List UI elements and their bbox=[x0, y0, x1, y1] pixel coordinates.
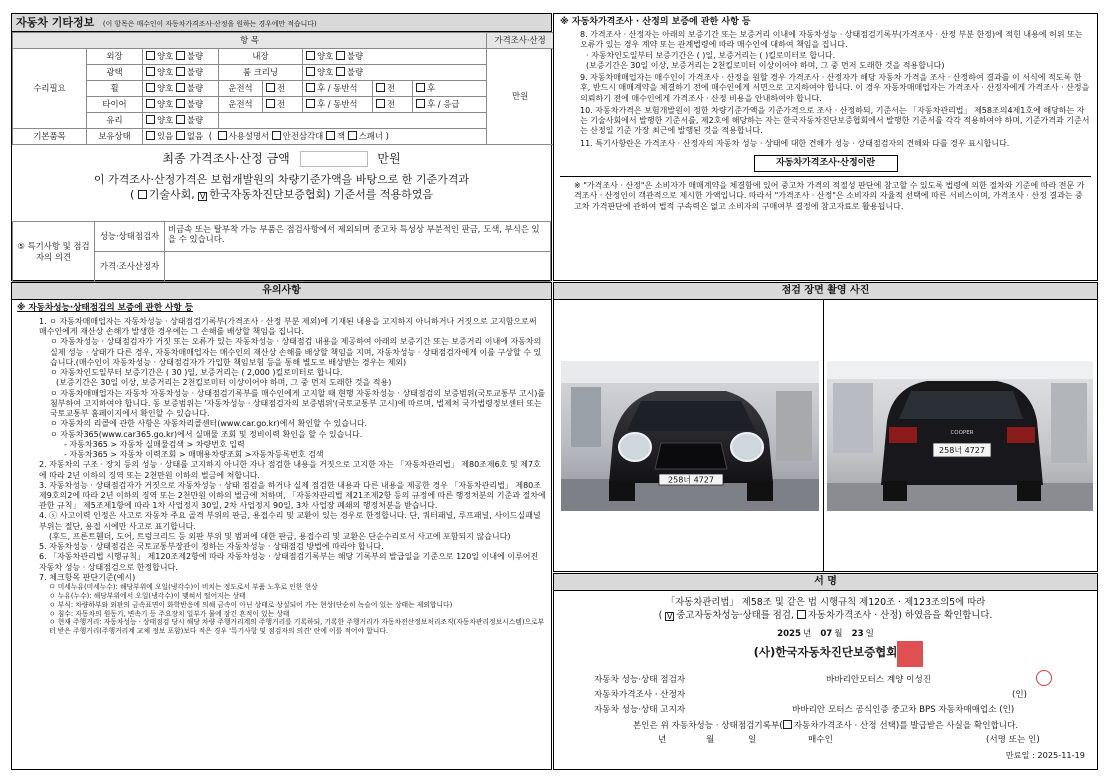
vehicle-other-info-title: 자동차 기타정보 bbox=[16, 16, 95, 29]
wheel-passenger-front: 전 bbox=[373, 81, 413, 97]
price-definition-box: ※ "가격조사 · 산정"은 소비자가 매매계약을 체결함에 있어 중고차 가격의 적절성 판단에 참고할 수 있도록 법령에 의한 절차와 기준에 따라 전문 가격조사 · 산정인이 객관적으로 제시한 가액입니다. 따라서 "가격조사 · 산정"은 소비자의 자율적 선택에 따른 서비스이며, 가격조사 · 산정 결과는 중고차 가격판단에 관하여 법적 구속력은 없고 소비자의 구매여부 결정에 참고자료로 활용됩니다. bbox=[560, 176, 1091, 212]
repair-needed-label: 수리필요 bbox=[13, 49, 87, 129]
front-plate: 258너 4727 bbox=[668, 475, 714, 485]
final-price-label: 최종 가격조사·산정 금액 bbox=[162, 151, 290, 166]
note-7: 7. 체크항목 판단기준(예시) bbox=[39, 572, 136, 582]
basis-line-2: ( 기술사회, V 한국자동차진단보증협회) 기준서를 적용하였음 bbox=[129, 187, 434, 201]
note-7d: ㅇ 침수: 자동차의 원동기, 변속기 등 주요장치 일부가 물에 잠긴 흔적이 있는 상태 bbox=[49, 609, 290, 618]
repair-needed-table bbox=[12, 32, 554, 145]
note-4: 4. ⓢ 사고이력 인정은 사고로 자동차 주요 골격 부위의 판금, 용접수리 및 교환이 있는 경우로 한정합니다. 단, 쿼터패널, 루프패널, 사이드실패널 부위는 절단, 용접 시에만 사고로 표기합니다. bbox=[39, 511, 541, 531]
good-checkbox[interactable] bbox=[146, 51, 155, 60]
price-unit: 만원 bbox=[487, 49, 554, 145]
note-7a: ㅁ 미세누유(미세누수): 해당부위에 오일(냉각수)이 비치는 정도로서 부품 노후로 인한 현상 bbox=[49, 583, 318, 592]
row-room-cleaning-label: 룸 크리닝 bbox=[219, 65, 303, 81]
note-5: 5. 자동차성능 · 상태점검은 국토교통부장관이 정하는 자동차성능 · 상태점검 방법에 따라야 합니다. bbox=[39, 542, 384, 552]
note-1f: ㅇ 자동차의 리콜에 관한 사항은 자동차리콜센터(www.car.go.kr)에서 확인할 수 있습니다. bbox=[50, 419, 368, 429]
front-checkbox[interactable] bbox=[376, 83, 385, 92]
signature-row-buyer: 년 월 일 매수인 (서명 또는 인) bbox=[658, 735, 1040, 745]
row-possession-label: 보유상태 bbox=[87, 129, 143, 145]
price-inspector-label: 가격·조사산정자 bbox=[95, 252, 165, 282]
inspector-opinion: 비금속 또는 탈부착 가능 부품은 점검사항에서 제외되며 중고차 특성상 부분적인 판금, 도색, 부식은 있을 수 있습니다. bbox=[165, 222, 551, 252]
column-price-header: 가격조사·산정 bbox=[487, 33, 554, 49]
engineers-society-checkbox[interactable] bbox=[138, 190, 147, 199]
front-car-photo bbox=[561, 361, 819, 511]
bad-checkbox[interactable] bbox=[176, 51, 185, 60]
signature-panel bbox=[553, 573, 1098, 770]
row-room-cleaning-options: 양호 불량 bbox=[303, 65, 487, 81]
bad-checkbox[interactable] bbox=[176, 67, 185, 76]
notes-band: 유의사항 bbox=[12, 283, 551, 300]
performance-check-checkbox[interactable]: V bbox=[666, 611, 673, 621]
row-interior-options: 양호 불량 bbox=[303, 49, 487, 65]
signature-row-notifier: 자동차 성능·상태 고지자 바바리안 모터스 공식인증 중고차 BPS 자동차매매업소 (인) bbox=[594, 705, 1015, 715]
front-checkbox[interactable] bbox=[266, 99, 275, 108]
item-8: 8. 가격조사 · 산정자는 아래의 보증기간 또는 보증거리 이내에 자동차성능 · 상태점검기록부(가격조사 · 산정 부분 한정)에 적힌 내용에 허위 또는 오류가 있는 경우 계약 또는 관계법령에 따라 매수인에 대하여 책임을 집니다. bbox=[580, 30, 1083, 50]
row-exterior-options: 양호 불량 bbox=[143, 49, 219, 65]
note-1b: ㅇ 자동차성능 · 상태점검자가 거짓 또는 오류가 있는 자동차성능 · 상태점검 내용을 제공하여 아래의 보증기간 또는 보증거리 이내에 자동차의 실제 성능 · 상태가 다른 경우, 자동차매매업자는 매수인의 재산상 손해를 배상할 책임을 지며, 자동차성능 · 상태점검자에게 이를 구상할 수 있습니다.(매수인이 자동차성능 · 상태점검자가 가입한 책임보험 등을 통해 별도로 배상받는 경우는 제외) bbox=[50, 337, 542, 367]
note-2: 2. 자동차의 구조 · 장치 등의 성능 · 상태를 고지하지 아니한 자나 점검한 내용을 거짓으로 고지한 자는 「자동차관리법」 제80조제6호 및 제7호에 따라 2년 이하의 징역 또는 2천만원 이하의 벌금에 처합니다. bbox=[39, 460, 541, 480]
bad-checkbox[interactable] bbox=[336, 51, 345, 60]
inspector-seal-icon bbox=[1036, 670, 1052, 686]
signature-date: 2025 년 07 월 23 일 bbox=[777, 628, 874, 639]
spanner-checkbox[interactable] bbox=[348, 131, 357, 140]
good-checkbox[interactable] bbox=[146, 83, 155, 92]
row-exterior-label: 외장 bbox=[87, 49, 143, 65]
rear-car-icon bbox=[827, 361, 1093, 511]
wheel-driver-label: 운전석 bbox=[219, 81, 263, 97]
note-4b: (후드, 프론트휀더, 도어, 트렁크리드 등 외판 부위 및 범퍼에 대한 판금, 용접수리 및 교환은 단순수리로서 사고에 포함되지 않습니다) bbox=[49, 531, 511, 541]
front-checkbox[interactable] bbox=[376, 99, 385, 108]
bad-checkbox[interactable] bbox=[336, 67, 345, 76]
good-checkbox[interactable] bbox=[146, 67, 155, 76]
tire-driver-rear: 후 / 동반석 bbox=[303, 97, 373, 113]
price-check-checkbox[interactable] bbox=[797, 610, 806, 619]
note-1e: ㅇ 자동차매매업자는 자동차 자동차성능 · 상태점검기록부를 매수인에게 고지할 때 현행 자동차성능 · 상태점검의 보증범위(국토교통부 고시)를 첨부하여 고지하여야 합니다. 동 보증범위는 '자동차성능 · 상태점검자의 보증범위'(국토교통부 고시)에 따르며, 법제처 국가법령정보센터 또는 국토교통부 홈페이지에서 확인할 수 있습니다. bbox=[50, 388, 546, 419]
row-tire-label: 타이어 bbox=[87, 97, 143, 113]
note-7c: ㅇ 부식: 차량하부와 외판의 금속표면이 화학반응에 의해 금속이 아닌 상태로 상실되어 가는 현상(단순히 녹슬어 있는 상태는 제외합니다) bbox=[49, 600, 453, 609]
rear-checkbox[interactable] bbox=[306, 99, 315, 108]
row-wheel-options: 양호 불량 bbox=[143, 81, 219, 97]
note-1g: ㅇ 자동차365(www.car365.go.kr)에서 실매물 조회 및 정비이력 확인을 할 수 있습니다. bbox=[50, 429, 363, 439]
row-interior-label: 내장 bbox=[219, 49, 303, 65]
rear-checkbox[interactable] bbox=[416, 99, 425, 108]
note-6: 6. 「자동차관리법 시행규칙」 제120조제2항에 따라 자동차성능 · 상태점검기록부는 해당 기록부의 발급일을 기준으로 120일 이내에 이루어진 자동차 성능 · 상태점검으로 한정합니다. bbox=[39, 552, 539, 572]
final-price-row bbox=[12, 151, 551, 169]
bad-checkbox[interactable] bbox=[176, 115, 185, 124]
column-item-header: 항 목 bbox=[13, 33, 487, 49]
note-1a: 1. ㅇ 자동차매매업자는 자동차성능 · 상태점검기록부(가격조사 · 산정 부분 제외)에 기재된 내용을 고지하지 아니하거나 거짓으로 고지함으로써 매수인에게 재산상 손해가 발생한 경우에는 그 손해를 배상할 책임을 집니다. bbox=[39, 317, 537, 337]
inspector-label: 성능·상태점검자 bbox=[95, 222, 165, 252]
price-definition-box-title: 자동차가격조사·산정이란 bbox=[754, 155, 898, 172]
wheel-driver-front: 전 bbox=[263, 81, 303, 97]
row-glass-empty bbox=[219, 113, 487, 129]
manual-checkbox[interactable] bbox=[218, 131, 227, 140]
final-price-input[interactable] bbox=[300, 151, 368, 167]
final-price-unit: 만원 bbox=[377, 151, 401, 166]
rear-checkbox[interactable] bbox=[416, 83, 425, 92]
front-car-icon bbox=[561, 361, 819, 511]
signature-row-inspector: 자동차 성능·상태 점검자 바바리안모터스 계양 이성진 bbox=[594, 675, 932, 685]
signature-row-price: 자동차가격조사 · 산정자 (인) bbox=[594, 690, 1028, 700]
signature-band: 서 명 bbox=[554, 574, 1097, 591]
vehicle-other-info-header bbox=[12, 14, 551, 32]
row-glass-options: 양호 불량 bbox=[143, 113, 219, 129]
wheel-driver-rear: 후 / 동반석 bbox=[303, 81, 373, 97]
basic-items-label: 기본품목 bbox=[13, 129, 87, 145]
photos-band: 점검 장면 촬영 사진 bbox=[554, 283, 1097, 300]
note-1d: (보증기간은 30일 이상, 보증거리는 2천킬로미터 이상이어야 하며, 그 중 먼저 도래한 것을 적용) bbox=[56, 378, 392, 388]
notes-title: ※ 자동차성능·상태점검의 보증에 관한 사항 등 bbox=[17, 303, 194, 313]
tire-passenger-front: 전 bbox=[373, 97, 413, 113]
signature-line-1: 「자동차관리법」 제58조 및 같은 법 시행규칙 제120조 · 제123조의5에 따라 bbox=[665, 597, 986, 608]
note-7e: ㅇ 현재 주행거리: 자동차성능 · 상태점검 당시 해당 차량 주행거리계의 주행거리를 기록하되, 기록한 주행거리가 자동차전산정보처리조직(자동차관리정보시스템)으로부터 받은 주행거리(주행거리계 교체 정보 포함)보다 적은 경우 '특기사항 및 점검자의 의견' 란에 이를 적어야 합니다. bbox=[49, 618, 545, 636]
good-checkbox[interactable] bbox=[306, 51, 315, 60]
rear-plate: 258너 4727 bbox=[939, 446, 985, 455]
front-checkbox[interactable] bbox=[266, 83, 275, 92]
tire-driver-label: 운전석 bbox=[219, 97, 263, 113]
signature-line-2: ( V 중고자동차성능·상태를 점검, 자동차가격조사 · 산정) 하였음을 확인합니다. bbox=[658, 609, 993, 621]
association-name: (사)한국자동차진단보증협회 bbox=[753, 645, 898, 660]
good-checkbox[interactable] bbox=[146, 115, 155, 124]
item-8c: (보증기간은 30일 이상, 보증거리는 2천킬로미터 이상이어야 하며, 그 중 먼저 도래한 것을 적용합니다) bbox=[586, 60, 945, 70]
expiry-date: 만료일 : 2025-11-19 bbox=[1005, 750, 1085, 760]
notes-panel bbox=[11, 282, 552, 770]
vehicle-other-info-subtitle: (이 항목은 매수인이 자동차가격조사·산정을 원하는 경우에만 적습니다) bbox=[102, 20, 317, 28]
photos-panel bbox=[553, 282, 1098, 572]
row-tire-options: 양호 불량 bbox=[143, 97, 219, 113]
signature-row-confirm: 본인은 위 자동차성능 · 상태점검기록부( 자동차가격조사 · 산정 선택)를 발급받은 사실을 확인합니다. bbox=[632, 721, 1019, 731]
price-inspector-opinion[interactable] bbox=[165, 252, 551, 282]
basis-line-1: 이 가격조사·산정가격은 보험개발원의 차량기준가액을 바탕으로 한 기준가격과 bbox=[93, 173, 470, 186]
row-wheel-label: 휠 bbox=[87, 81, 143, 97]
triangle-checkbox[interactable] bbox=[272, 131, 281, 140]
absent-checkbox[interactable] bbox=[176, 131, 185, 140]
rear-checkbox[interactable] bbox=[306, 83, 315, 92]
special-notes-label: ⑤ 특기사항 및 점검자의 의견 bbox=[13, 222, 95, 282]
vehicle-other-info-panel bbox=[11, 13, 552, 281]
price-guarantee-panel bbox=[553, 13, 1098, 281]
item-11: 11. 특기사항란은 가격조사 · 산정자의 자동차 성능 · 상태에 대한 견해가 성능 · 상태점검자의 견해와 다를 경우 표시합니다. bbox=[580, 138, 1010, 148]
note-1h: - 자동차365 > 자동차 실매물검색 > 차량번호 입력 bbox=[64, 439, 245, 449]
issue-price-checkbox[interactable] bbox=[783, 720, 792, 729]
tire-passenger-rear: 후 / 응급 bbox=[413, 97, 487, 113]
bad-checkbox[interactable] bbox=[176, 99, 185, 108]
bad-checkbox[interactable] bbox=[176, 83, 185, 92]
item-9: 9. 자동차매매업자는 매수인이 가격조사 · 산정을 원할 경우 가격조사 · 산정자가 해당 자동차 가격을 조사 · 산정하여 결과를 이 서식에 적도록 한 후, 반드시 매매계약을 체결하기 전에 매수인에게 서면으로 고지하여야 합니다. 이 경우 자동차매매업자는 가격조사 · 산정자에게 가격조사 · 산정을 의뢰하기 전에 매수인에게 가격조사 · 산정 비용을 안내하여야 합니다. bbox=[580, 73, 1090, 103]
item-8b: · 자동차인도일부터 보증기간은 ( )일, 보증거리는 ( )킬로미터로 합니다. bbox=[586, 50, 836, 60]
row-gloss-options: 양호 불량 bbox=[143, 65, 219, 81]
row-glass-label: 유리 bbox=[87, 113, 143, 129]
present-checkbox[interactable] bbox=[146, 131, 155, 140]
note-7b: ㅇ 누유(누수): 해당부위에서 오일(냉각수)이 맺혀서 떨어지는 상태 bbox=[49, 591, 246, 600]
row-gloss-label: 광택 bbox=[87, 65, 143, 81]
good-checkbox[interactable] bbox=[146, 99, 155, 108]
note-1i: - 자동차365 > 자동차 이력조회 > 매매용차량조회 >자동차등록번호 검색 bbox=[64, 450, 324, 460]
price-guarantee-title: ※ 자동차가격조사 · 산정의 보증에 관한 사항 등 bbox=[560, 17, 751, 27]
row-possession-options: 있음 없음 ( 사용설명서 안전삼각대 잭 스패너 ) bbox=[143, 129, 487, 145]
item-10: 10. 자동차가격은 보험개발원이 정한 차량기준가액을 기준가격으로 조사 · 산정하되, 기준서는 「자동차관리법」 제58조의4제1호에 해당하는 자는 기술사회에서 발행한 기준서를, 제2호에 해당하는 자는 한국자동차진단보증협회에서 발행한 기준서를 각각 적용하여야 하며, 기준가격과 기준서는 산정일 기준 가장 최근에 발행된 것을 적용합니다. bbox=[580, 105, 1090, 136]
jack-checkbox[interactable] bbox=[326, 131, 335, 140]
kadwa-checkbox[interactable]: V bbox=[200, 191, 206, 201]
special-notes-table bbox=[12, 221, 551, 282]
association-seal-icon bbox=[897, 641, 923, 667]
rear-car-photo bbox=[827, 361, 1093, 511]
tire-driver-front: 전 bbox=[263, 97, 303, 113]
good-checkbox[interactable] bbox=[306, 67, 315, 76]
rear-badge: COOPER bbox=[950, 430, 974, 436]
wheel-passenger-rear: 후 bbox=[413, 81, 487, 97]
note-1c: ㅇ 자동차인도일부터 보증기간은 ( 30 )일, 보증거리는 ( 2,000 )킬로미터로 합니다. bbox=[50, 368, 343, 378]
note-3: 3. 자동차성능 · 상태점검자가 거짓으로 자동차성능 · 상태 점검을 하거나 실제 점검한 내용과 다른 내용을 제공한 경우 「자동차관리법」 제80조제9호의2에 따라 2년 이하의 징역 또는 2천만원 이하의 벌금에 처하며, 「자동차관리법 제21조제2항 등의 규정에 따른 행정처분의 기준과 절차에 관한 규칙」 제5조제1항에 따라 1차 사업정지 30일, 2차 사업정지 90일, 3차 사업장 폐쇄의 행정처분을 받습니다. bbox=[39, 480, 546, 511]
